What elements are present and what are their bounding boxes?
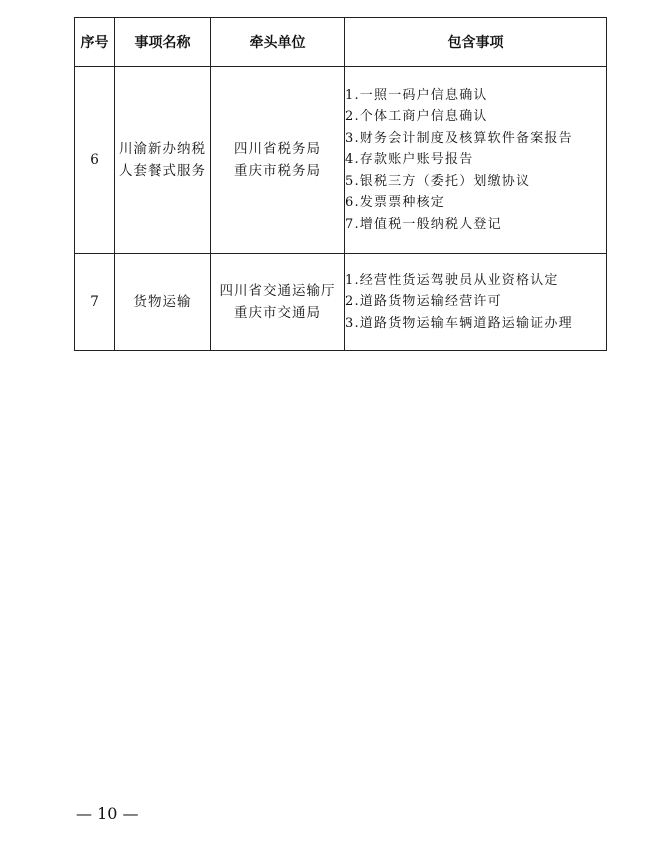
list-item: 3.财务会计制度及核算软件备案报告 bbox=[345, 130, 573, 146]
header-matter-name: 事项名称 bbox=[115, 18, 211, 67]
table-header-row bbox=[75, 18, 607, 67]
list-item: 1.经营性货运驾驶员从业资格认定 bbox=[345, 272, 559, 288]
list-item: 2.道路货物运输经营许可 bbox=[345, 294, 502, 310]
matter-name-line: 川渝新办纳税 bbox=[119, 141, 206, 157]
list-item: 7.增值税一般纳税人登记 bbox=[345, 216, 502, 232]
matters-table bbox=[74, 17, 607, 351]
row-included-matters bbox=[345, 254, 607, 351]
header-serial: 序号 bbox=[75, 18, 115, 67]
header-lead-unit: 牵头单位 bbox=[211, 18, 345, 67]
list-item: 1.一照一码户信息确认 bbox=[345, 87, 488, 103]
list-item: 4.存款账户账号报告 bbox=[345, 152, 474, 168]
matter-name-line: 货物运输 bbox=[133, 294, 192, 310]
lead-unit-line: 四川省税务局 bbox=[234, 141, 321, 157]
lead-unit-line: 重庆市交通局 bbox=[234, 305, 321, 321]
lead-unit-line: 四川省交通运输厅 bbox=[219, 283, 336, 299]
row-lead-unit bbox=[211, 67, 345, 254]
list-item: 5.银税三方（委托）划缴协议 bbox=[345, 173, 531, 189]
lead-unit-line: 重庆市税务局 bbox=[234, 163, 321, 179]
list-item: 6.发票票种核定 bbox=[345, 195, 446, 211]
row-matter-name bbox=[115, 67, 211, 254]
row-matter-name bbox=[115, 254, 211, 351]
row-lead-unit bbox=[211, 254, 345, 351]
row-included-matters bbox=[345, 67, 607, 254]
matter-name-line: 人套餐式服务 bbox=[119, 163, 206, 179]
table-row bbox=[75, 67, 607, 254]
row-serial: 7 bbox=[75, 254, 115, 351]
table-row bbox=[75, 254, 607, 351]
list-item: 3.道路货物运输车辆道路运输证办理 bbox=[345, 315, 573, 331]
list-item: 2.个体工商户信息确认 bbox=[345, 109, 488, 125]
page-number: — 10 — bbox=[76, 804, 139, 823]
header-included-matters: 包含事项 bbox=[345, 18, 607, 67]
row-serial: 6 bbox=[75, 67, 115, 254]
